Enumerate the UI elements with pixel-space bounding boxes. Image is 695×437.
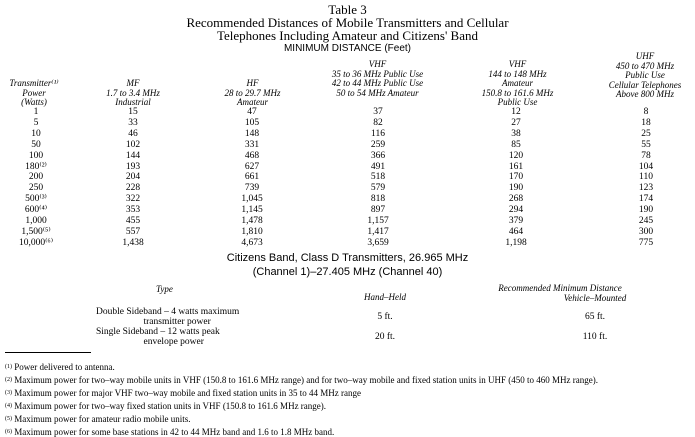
footnote-mark: (5) (5, 416, 12, 422)
distance-cell: 661 (244, 172, 260, 183)
footnote-3 (5, 389, 361, 398)
distance-cell: 148 (244, 128, 260, 139)
distance-cell: 144 (125, 150, 141, 161)
distance-cell: 104 (638, 161, 654, 172)
power-cell: 600⁽⁴⁾ (24, 205, 48, 216)
power-cell: 10,000⁽⁶⁾ (18, 237, 54, 248)
distance-cell: 259 (370, 139, 386, 150)
distance-cell: 120 (508, 150, 524, 161)
distance-cell: 27 (511, 117, 521, 128)
distance-cell: 25 (641, 128, 651, 139)
distance-cell: 110 (639, 172, 653, 183)
column-header-1: MF 1.7 to 3.4 MHz Industrial (106, 78, 160, 108)
distance-cell: 366 (370, 150, 386, 161)
distance-cell: 455 (125, 216, 141, 226)
distance-cell: 1,478 (241, 216, 263, 226)
distance-cell: 193 (125, 161, 141, 172)
table-subtitle: MINIMUM DISTANCE (Feet) (283, 43, 412, 54)
distance-cell: 33 (128, 117, 138, 128)
distance-cell: 4,673 (241, 237, 263, 248)
distance-cell: 38 (511, 128, 521, 139)
column-header-3: VHF 35 to 36 MHz Public Use 42 to 44 MHz Public Use 50 to 54 MHz Amateur (331, 59, 424, 98)
cb-vehicle-cell: 110 ft. (582, 332, 608, 342)
distance-cell: 82 (373, 117, 383, 128)
cb-recommended-header: Recommended Minimum Distance (498, 283, 622, 293)
distance-cell: 1,045 (241, 194, 263, 205)
cb-vehicle-cell: 65 ft. (584, 312, 606, 322)
footnote-4 (5, 402, 326, 411)
column-header-4: VHF 144 to 148 MHz Amateur 150.8 to 161.6 MHz Public Use (481, 59, 554, 108)
distance-cell: 1,810 (241, 226, 263, 237)
distance-cell: 116 (371, 128, 385, 139)
distance-cell: 105 (244, 117, 260, 128)
distance-cell: 18 (641, 117, 651, 128)
footnote-mark: (4) (5, 403, 12, 409)
distance-cell: 627 (244, 161, 260, 172)
footnote-text: Maximum power for two–way mobile units in VHF (150.8 to 161.6 MHz range) and for two–way mobile and fixed station units in UHF (450 to 460 MHz range). (12, 375, 598, 385)
distance-cell: 85 (511, 139, 521, 150)
distance-cell: 557 (125, 226, 141, 237)
distance-cell: 1,198 (505, 237, 527, 248)
distance-cell: 464 (508, 226, 524, 237)
footnote-mark: (1) (5, 364, 12, 370)
cb-handheld-cell: 20 ft. (374, 332, 396, 342)
footnote-text: Maximum power for amateur radio mobile units. (12, 414, 191, 424)
distance-cell: 468 (244, 150, 260, 161)
distance-cell: 15 (128, 107, 138, 117)
footnote-text: Power delivered to antenna. (12, 362, 115, 372)
cb-title-line2: (Channel 1)–27.405 MHz (Channel 40) (252, 266, 443, 278)
distance-cell: 353 (125, 205, 141, 216)
footnote-mark: (6) (5, 429, 12, 435)
footnote-text: Maximum power for some base stations in 42 to 44 MHz band and 1.6 to 1.8 MHz band. (12, 427, 335, 437)
distance-cell: 322 (125, 194, 141, 205)
distance-cell: 8 (643, 107, 649, 117)
power-cell: 10 (31, 128, 41, 139)
distance-cell: 739 (244, 183, 260, 194)
footnote-5 (5, 415, 190, 424)
cb-title-line1: Citizens Band, Class D Transmitters, 26.965 MHz (226, 252, 469, 264)
footnote-1 (5, 363, 115, 372)
cb-type-header: Type (156, 284, 173, 294)
cb-vehicle-header: Vehicle–Mounted (563, 293, 627, 303)
power-cell: 180⁽²⁾ (25, 161, 47, 172)
power-cell: 1 (33, 107, 39, 117)
table-number: Table 3 (328, 2, 367, 17)
distance-cell: 204 (125, 172, 141, 183)
footnote-text: Maximum power for two–way fixed station units in VHF (150.8 to 161.6 MHz range). (12, 401, 327, 411)
distance-cell: 491 (370, 161, 386, 172)
footnote-mark: (2) (5, 377, 12, 383)
distance-cell: 1,417 (367, 226, 389, 237)
column-header-0: Transmitter⁽¹⁾ Power (Watts) (9, 78, 59, 108)
distance-cell: 897 (370, 205, 386, 216)
distance-cell: 3,659 (367, 237, 389, 248)
distance-cell: 300 (638, 226, 654, 237)
power-cell: 50 (31, 139, 41, 150)
power-cell: 5 (33, 117, 39, 128)
distance-cell: 161 (508, 161, 524, 172)
cb-handheld-header: Hand–Held (364, 292, 406, 302)
cb-type-cell: Double Sideband – 4 watts maximum transmitter power (96, 307, 240, 327)
power-cell: 100 (28, 150, 44, 161)
footnote-6 (5, 428, 334, 437)
table-title-line2: Telephones Including Amateur and Citizens' Band (216, 28, 478, 43)
distance-cell: 190 (638, 205, 654, 216)
distance-cell: 1,438 (122, 237, 144, 248)
power-cell: 1,000 (25, 216, 47, 226)
distance-cell: 518 (370, 172, 386, 183)
distance-cell: 46 (128, 128, 138, 139)
distance-cell: 1,145 (241, 205, 263, 216)
distance-cell: 123 (638, 183, 654, 194)
distance-cell: 294 (508, 205, 524, 216)
distance-cell: 170 (508, 172, 524, 183)
footnote-mark: (3) (5, 390, 12, 396)
cb-handheld-cell: 5 ft. (377, 312, 393, 322)
distance-cell: 775 (638, 237, 654, 248)
footnote-text: Maximum power for major VHF two–way mobile and fixed station units in 35 to 44 MHz range (12, 388, 362, 398)
distance-cell: 379 (508, 216, 524, 226)
power-cell: 1,500⁽⁵⁾ (21, 226, 51, 237)
distance-cell: 12 (511, 107, 521, 117)
cb-type-cell: Single Sideband – 12 watts peak envelope power (96, 327, 220, 347)
distance-cell: 174 (638, 194, 654, 205)
footnote-2 (5, 376, 598, 385)
power-cell: 200 (28, 172, 44, 183)
distance-cell: 245 (638, 216, 654, 226)
distance-cell: 102 (125, 139, 141, 150)
power-cell: 500⁽³⁾ (25, 194, 47, 205)
distance-cell: 268 (508, 194, 524, 205)
footnote-divider (5, 352, 91, 353)
column-header-5: UHF 450 to 470 MHz Public Use Cellular Telephones Above 800 MHz (608, 51, 682, 100)
table-title-line1: Recommended Distances of Mobile Transmitters and Cellular (186, 15, 509, 30)
distance-cell: 1,157 (367, 216, 389, 226)
distance-cell: 579 (370, 183, 386, 194)
distance-cell: 818 (370, 194, 386, 205)
distance-cell: 228 (125, 183, 141, 194)
distance-cell: 190 (508, 183, 524, 194)
distance-cell: 331 (244, 139, 260, 150)
distance-cell: 78 (641, 150, 651, 161)
column-header-2: HF 28 to 29.7 MHz Amateur (224, 78, 281, 108)
distance-cell: 55 (641, 139, 651, 150)
distance-cell: 47 (247, 107, 257, 117)
distance-cell: 37 (373, 107, 383, 117)
power-cell: 250 (28, 183, 44, 194)
